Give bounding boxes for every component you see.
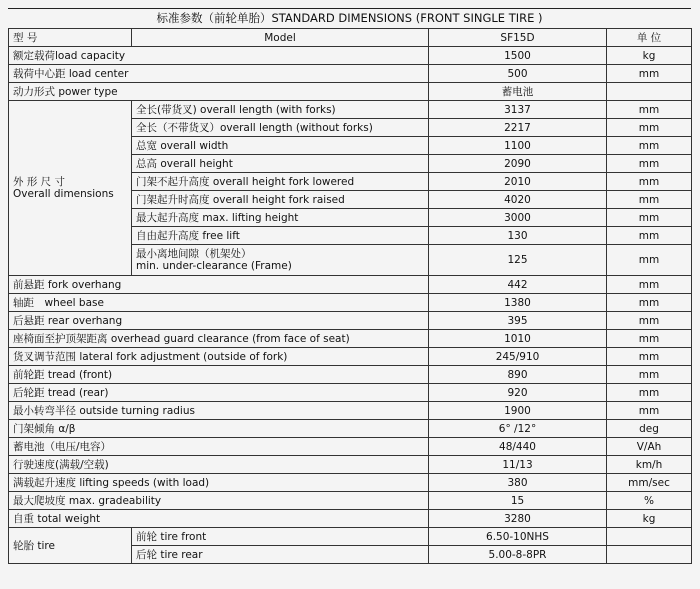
spec-value: 蓄电池 xyxy=(429,83,607,101)
spec-unit: V/Ah xyxy=(607,438,692,456)
spec-unit: mm xyxy=(607,348,692,366)
spec-row xyxy=(9,366,692,384)
spec-unit: mm xyxy=(607,65,692,83)
spec-label: 满载起升速度 lifting speeds (with load) xyxy=(9,474,429,492)
spec-row xyxy=(9,456,692,474)
spec-row xyxy=(9,348,692,366)
dimension-row xyxy=(9,101,692,119)
dimension-unit: mm xyxy=(607,227,692,245)
spec-unit: mm xyxy=(607,276,692,294)
model-value: SF15D xyxy=(429,29,607,47)
spec-row xyxy=(9,492,692,510)
dimension-label: 全长(带货叉) overall length (with forks) xyxy=(132,101,429,119)
dimension-unit: mm xyxy=(607,209,692,227)
spec-row xyxy=(9,420,692,438)
spec-row xyxy=(9,474,692,492)
dimension-unit: mm xyxy=(607,137,692,155)
spec-value: 1380 xyxy=(429,294,607,312)
spec-row xyxy=(9,83,692,101)
spec-value: 11/13 xyxy=(429,456,607,474)
spec-row xyxy=(9,384,692,402)
dimension-value: 3137 xyxy=(429,101,607,119)
spec-unit: kg xyxy=(607,510,692,528)
dimension-value: 2010 xyxy=(429,173,607,191)
header-row xyxy=(9,29,692,47)
tire-label: 后轮 tire rear xyxy=(132,546,429,564)
spec-unit: deg xyxy=(607,420,692,438)
dimension-value: 2090 xyxy=(429,155,607,173)
spec-value: 6° /12° xyxy=(429,420,607,438)
spec-label: 轴距 wheel base xyxy=(9,294,429,312)
spec-value: 500 xyxy=(429,65,607,83)
dimension-value: 2217 xyxy=(429,119,607,137)
spec-row xyxy=(9,294,692,312)
tire-value: 6.50-10NHS xyxy=(429,528,607,546)
spec-label: 蓄电池（电压/电容） xyxy=(9,438,429,456)
spec-label: 门架倾角 α/β xyxy=(9,420,429,438)
clearance-unit: mm xyxy=(607,245,692,276)
spec-value: 48/440 xyxy=(429,438,607,456)
dimension-value: 1100 xyxy=(429,137,607,155)
spec-unit: mm xyxy=(607,384,692,402)
spec-row xyxy=(9,510,692,528)
spec-value: 442 xyxy=(429,276,607,294)
spec-row xyxy=(9,330,692,348)
tire-unit xyxy=(607,546,692,564)
tire-row xyxy=(9,528,692,546)
dimension-label: 总宽 overall width xyxy=(132,137,429,155)
model-label: Model xyxy=(132,29,429,47)
spec-unit: % xyxy=(607,492,692,510)
spec-unit: mm xyxy=(607,312,692,330)
clearance-label xyxy=(132,245,429,276)
type-label: 型 号 xyxy=(9,29,132,47)
spec-label: 货叉调节范围 lateral fork adjustment (outside of fork) xyxy=(9,348,429,366)
dimensions-group-label xyxy=(9,101,132,276)
spec-label: 后轮距 tread (rear) xyxy=(9,384,429,402)
spec-label: 最小转弯半径 outside turning radius xyxy=(9,402,429,420)
spec-value: 1500 xyxy=(429,47,607,65)
spec-unit xyxy=(607,83,692,101)
tire-unit xyxy=(607,528,692,546)
dimension-unit: mm xyxy=(607,191,692,209)
spec-value: 380 xyxy=(429,474,607,492)
spec-value: 245/910 xyxy=(429,348,607,366)
dimension-unit: mm xyxy=(607,119,692,137)
spec-label: 最大爬坡度 max. gradeability xyxy=(9,492,429,510)
spec-label: 座椅面至护顶架距离 overhead guard clearance (from face of seat) xyxy=(9,330,429,348)
spec-unit: mm/sec xyxy=(607,474,692,492)
dimension-value: 3000 xyxy=(429,209,607,227)
spec-value: 920 xyxy=(429,384,607,402)
spec-value: 1010 xyxy=(429,330,607,348)
spec-row xyxy=(9,65,692,83)
dimension-unit: mm xyxy=(607,155,692,173)
dimensions-group-en: Overall dimensions xyxy=(13,188,114,200)
dimension-label: 全长（不带货叉）overall length (without forks) xyxy=(132,119,429,137)
clearance-value: 125 xyxy=(429,245,607,276)
clearance-label-cn: 最小离地间隙（机架处） xyxy=(136,248,252,260)
spec-row xyxy=(9,312,692,330)
tire-value: 5.00-8-8PR xyxy=(429,546,607,564)
spec-label: 动力形式 power type xyxy=(9,83,429,101)
tire-group-label: 轮胎 tire xyxy=(9,528,132,564)
spec-label: 前轮距 tread (front) xyxy=(9,366,429,384)
spec-value: 890 xyxy=(429,366,607,384)
dimension-unit: mm xyxy=(607,173,692,191)
dimensions-group-cn: 外 形 尺 寸 xyxy=(13,176,66,188)
spec-label: 额定载荷load capacity xyxy=(9,47,429,65)
spec-unit: mm xyxy=(607,366,692,384)
dimension-label: 最大起升高度 max. lifting height xyxy=(132,209,429,227)
spec-label: 后悬距 rear overhang xyxy=(9,312,429,330)
spec-row xyxy=(9,402,692,420)
spec-row xyxy=(9,47,692,65)
clearance-label-en: min. under-clearance (Frame) xyxy=(136,260,292,272)
sheet-title: 标准参数（前轮单胎）STANDARD DIMENSIONS (FRONT SINGLE TIRE ) xyxy=(8,8,691,28)
dimension-label: 自由起升高度 free lift xyxy=(132,227,429,245)
spec-value: 3280 xyxy=(429,510,607,528)
spec-unit: kg xyxy=(607,47,692,65)
spec-unit: mm xyxy=(607,330,692,348)
spec-value: 15 xyxy=(429,492,607,510)
dimension-label: 门架起升时高度 overall height fork raised xyxy=(132,191,429,209)
spec-table xyxy=(8,28,692,564)
spec-unit: mm xyxy=(607,294,692,312)
dimension-label: 总高 overall height xyxy=(132,155,429,173)
spec-sheet xyxy=(8,8,691,564)
dimension-label: 门架不起升高度 overall height fork lowered xyxy=(132,173,429,191)
spec-value: 395 xyxy=(429,312,607,330)
spec-label: 载荷中心距 load center xyxy=(9,65,429,83)
tire-label: 前轮 tire front xyxy=(132,528,429,546)
unit-label: 单 位 xyxy=(607,29,692,47)
spec-row xyxy=(9,276,692,294)
spec-label: 行驶速度(满载/空载) xyxy=(9,456,429,474)
spec-label: 前悬距 fork overhang xyxy=(9,276,429,294)
spec-unit: km/h xyxy=(607,456,692,474)
spec-value: 1900 xyxy=(429,402,607,420)
dimension-unit: mm xyxy=(607,101,692,119)
spec-row xyxy=(9,438,692,456)
dimension-value: 130 xyxy=(429,227,607,245)
dimension-value: 4020 xyxy=(429,191,607,209)
spec-unit: mm xyxy=(607,402,692,420)
spec-label: 自重 total weight xyxy=(9,510,429,528)
